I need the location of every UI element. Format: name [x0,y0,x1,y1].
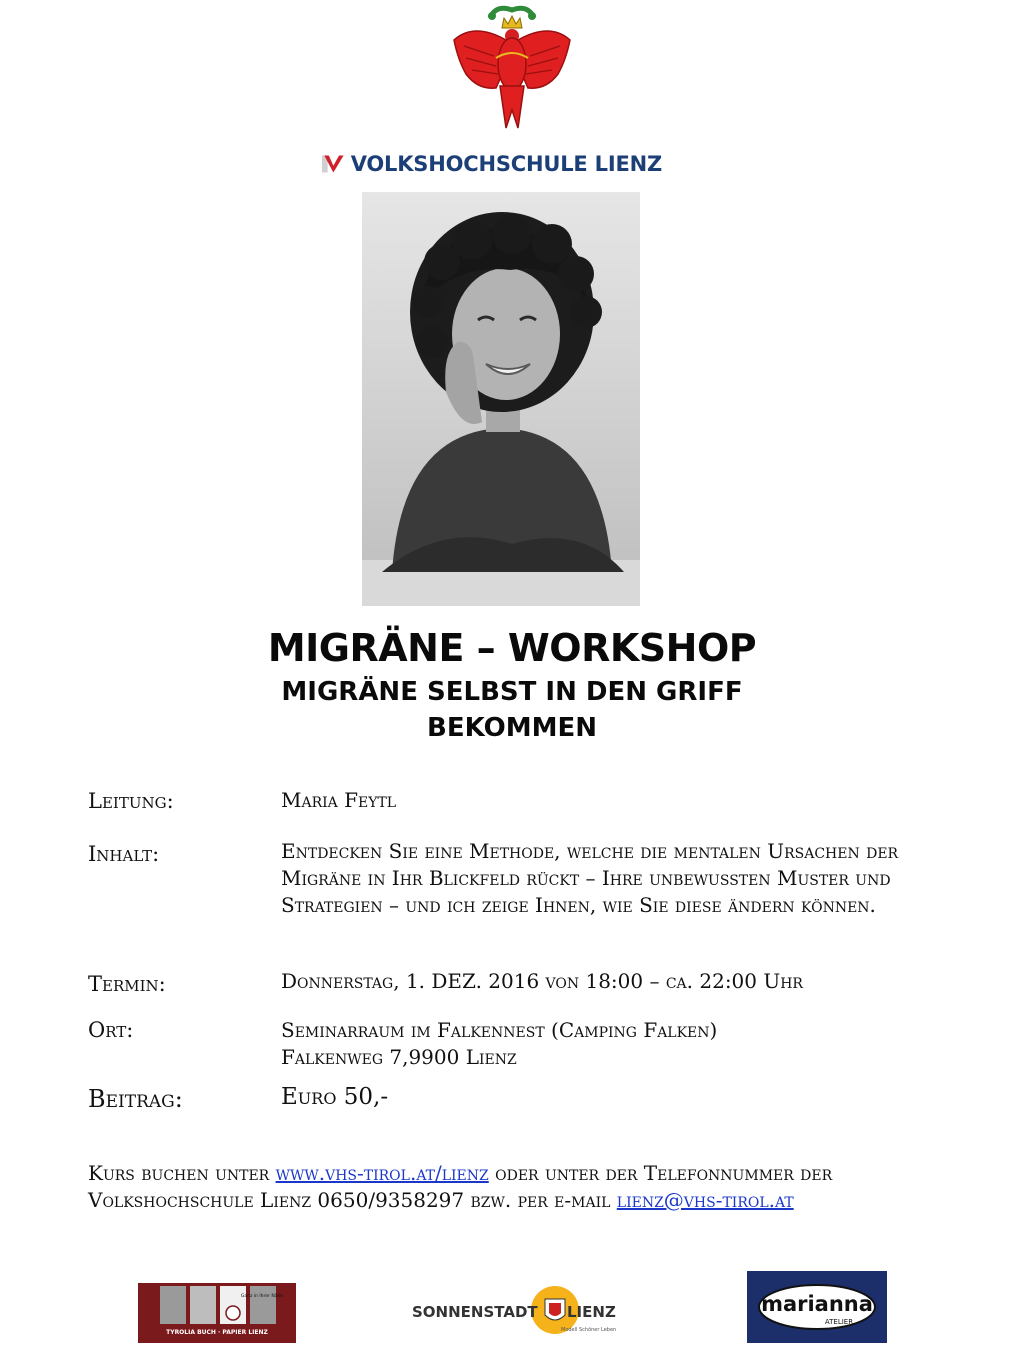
vhs-checkmark-icon [322,147,345,181]
termin-value: Donnerstag, 1. DEZ. 2016 von 18:00 – ca. 22:00 Uhr [281,969,803,993]
leitung-label: Leitung: [88,789,174,813]
sonnenstadt-tagline: Modell Schöner Leben [561,1327,616,1333]
marianna-sub: ATELIER [824,1318,854,1326]
beitrag-value: Euro 50,- [281,1084,389,1110]
inhalt-label: Inhalt: [88,842,160,866]
vhs-lienz-logo [322,146,662,182]
marianna-name: marianna [761,1292,873,1316]
leitung-value: Maria Feytl [281,788,397,812]
marianna-atelier-sponsor-logo [747,1271,887,1343]
vhs-email-link[interactable]: lienz@vhs-tirol.at [616,1188,794,1212]
sonnenstadt-word: SONNENSTADT [412,1303,538,1321]
beitrag-label: Beitrag: [88,1085,183,1113]
sonnenstadt-logo-graphic [410,1283,616,1343]
page-title: MIGRÄNE – WORKSHOP [267,626,757,670]
booking-text-1: Kurs buchen unter [88,1161,276,1185]
tyrolia-tagline: Ganz in Ihrer Nähe [240,1294,284,1299]
ort-value-line2: Falkenweg 7,9900 Lienz [281,1045,517,1069]
booking-text-2: oder unter der Telefonnummer der Volkshochschule Lienz 0650/9358297 bzw. per e-mail [88,1161,833,1212]
tyrolia-name: TYROLIA BUCH · PAPIER LIENZ [166,1329,268,1336]
vhs-website-link[interactable]: www.vhs-tirol.at/lienz [275,1161,489,1185]
portrait-photo [362,192,640,606]
organization-name: VOLKSHOCHSCHULE LIENZ [350,152,662,176]
termin-label: Termin: [88,972,166,996]
booking-info [88,1160,958,1214]
sonnenstadt-sponsor-logo [410,1283,616,1343]
tyrolean-eagle-crest-icon [444,0,580,136]
ort-value-line1: Seminarraum im Falkennest (Camping Falken) [281,1018,718,1042]
tyrolia-sponsor-logo [138,1283,296,1343]
lienz-word: LIENZ [567,1303,616,1321]
page-subtitle: MIGRÄNE SELBST IN DEN GRIFF BEKOMMEN [281,677,743,743]
ort-label: Ort: [88,1018,134,1042]
inhalt-value: Entdecken Sie eine Methode, welche die mentalen Ursachen der Migräne in Ihr Blickfeld rückt – Ihre unbewussten Muster und Strategien – und ich zeige Ihnen, wie Sie diese ändern können. [281,839,899,917]
